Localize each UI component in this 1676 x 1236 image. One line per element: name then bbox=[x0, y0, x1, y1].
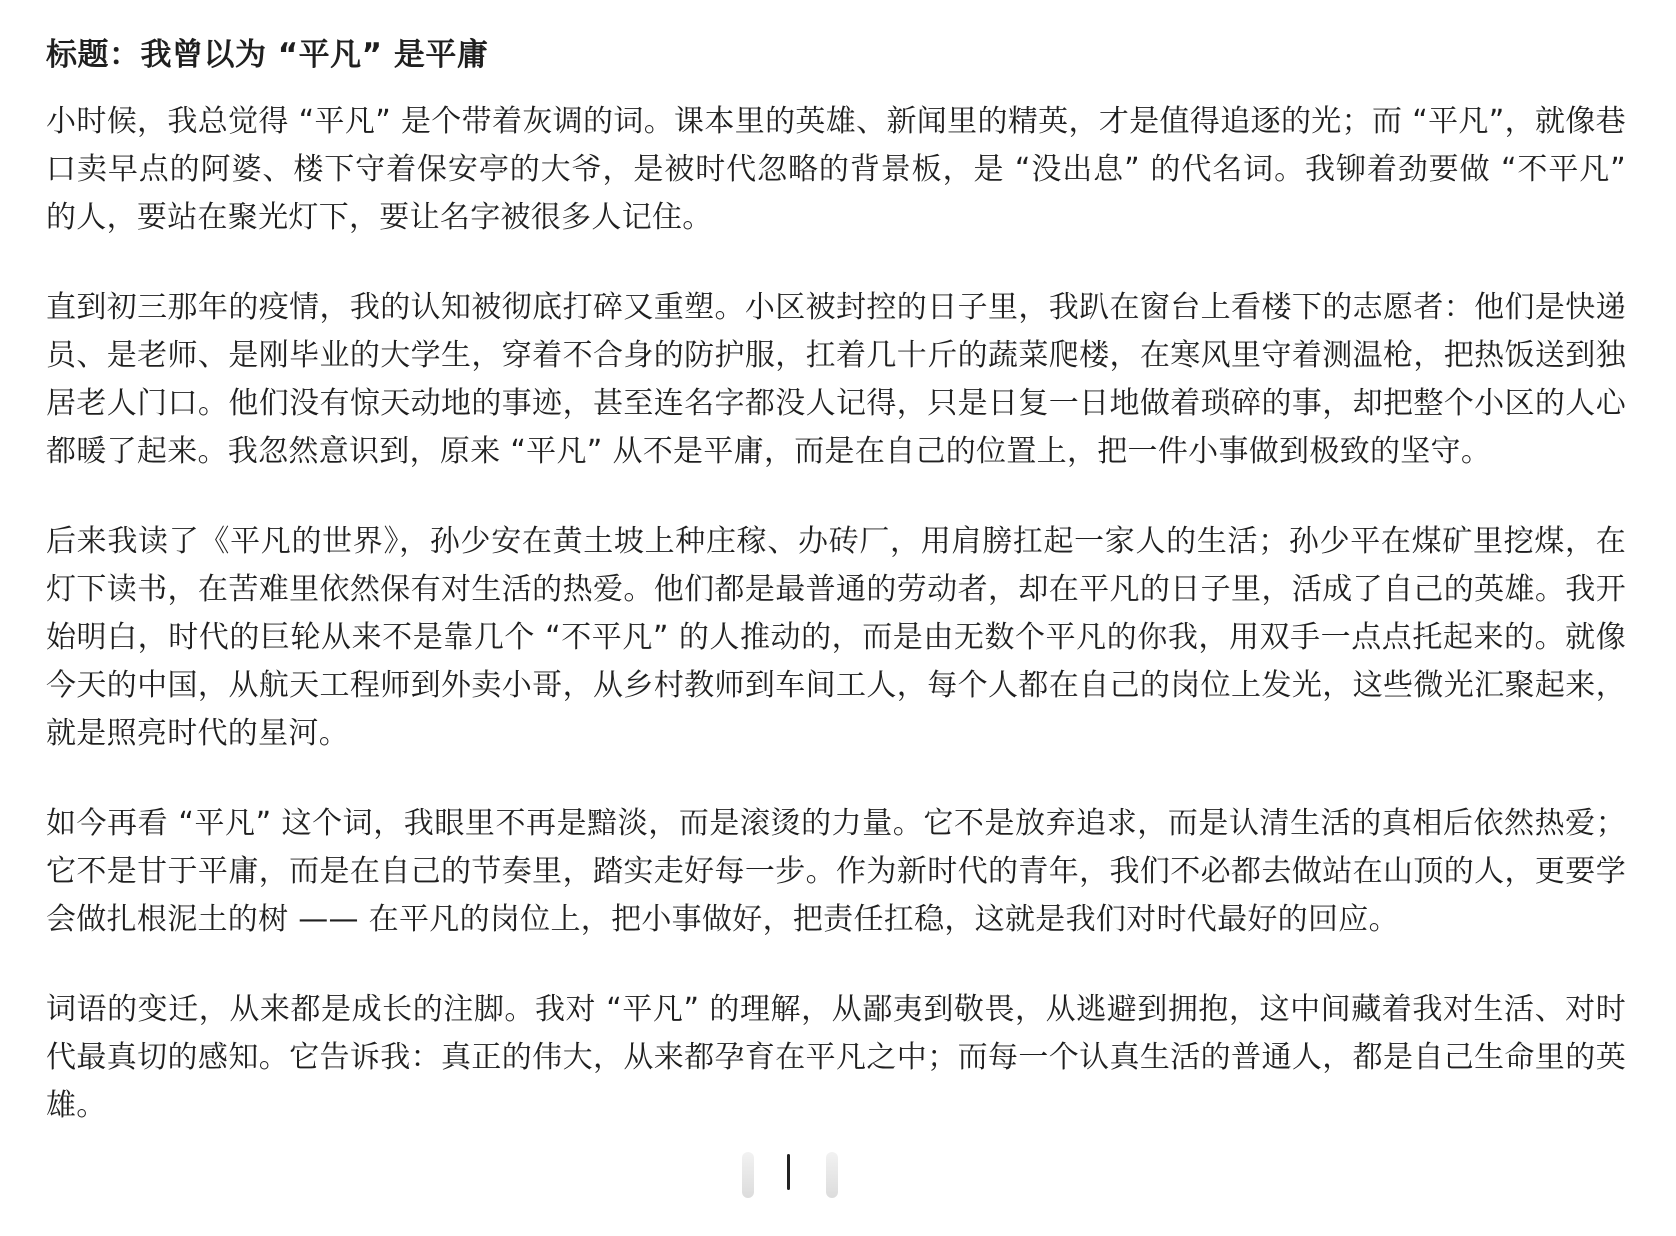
paragraph-5: 词语的变迁，从来都是成长的注脚。我对 “平凡” 的理解，从鄙夷到敬畏，从逃避到拥抱，这中间藏着我对生活、对时代最真切的感知。它告诉我：真正的伟大，从来都孕育在平凡之中；而每一个认真生活的普通人，都是自己生命里的英雄。 bbox=[46, 992, 1626, 1123]
paragraph-1: 小时候，我总觉得 “平凡” 是个带着灰调的词。课本里的英雄、新闻里的精英，才是值得追逐的光；而 “平凡”，就像巷口卖早点的阿婆、楼下守着保安亭的大爷，是被时代忽略的背景板，是 “没出息” 的代名词。我铆着劲要做 “不平凡” 的人，要站在聚光灯下，要让名字被很多人记住。 bbox=[46, 104, 1626, 235]
indicator-bar-left bbox=[742, 1152, 754, 1198]
paragraph-2: 直到初三那年的疫情，我的认知被彻底打碎又重塑。小区被封控的日子里，我趴在窗台上看楼下的志愿者：他们是快递员、是老师、是刚毕业的大学生，穿着不合身的防护服，扛着几十斤的蔬菜爬楼，在寒风里守着测温枪，把热饭送到独居老人门口。他们没有惊天动地的事迹，甚至连名字都没人记得，只是日复一日地做着琐碎的事，却把整个小区的人心都暖了起来。我忽然意识到，原来 “平凡” 从不是平庸，而是在自己的位置上，把一件小事做到极致的坚守。 bbox=[46, 290, 1626, 469]
text-cursor-icon bbox=[787, 1154, 790, 1190]
loading-indicator bbox=[676, 1146, 876, 1216]
paragraph-4: 如今再看 “平凡” 这个词，我眼里不再是黯淡，而是滚烫的力量。它不是放弃追求，而是认清生活的真相后依然热爱；它不是甘于平庸，而是在自己的节奏里，踏实走好每一步。作为新时代的青年，我们不必都去做站在山顶的人，更要学会做扎根泥土的树 —— 在平凡的岗位上，把小事做好，把责任扛稳，这就是我们对时代最好的回应。 bbox=[46, 806, 1626, 937]
document-title: 标题：我曾以为 “平凡” 是平庸 bbox=[46, 37, 489, 73]
paragraph-3: 后来我读了《平凡的世界》，孙少安在黄土坡上种庄稼、办砖厂，用肩膀扛起一家人的生活；孙少平在煤矿里挖煤，在灯下读书，在苦难里依然保有对生活的热爱。他们都是最普通的劳动者，却在平凡的日子里，活成了自己的英雄。我开始明白，时代的巨轮从来不是靠几个 “不平凡” 的人推动的，而是由无数个平凡的你我，用双手一点点托起来的。就像今天的中国，从航天工程师到外卖小哥，从乡村教师到车间工人，每个人都在自己的岗位上发光，这些微光汇聚起来，就是照亮时代的星河。 bbox=[46, 524, 1626, 751]
document bbox=[46, 28, 1626, 1130]
indicator-bar-right bbox=[826, 1152, 838, 1198]
